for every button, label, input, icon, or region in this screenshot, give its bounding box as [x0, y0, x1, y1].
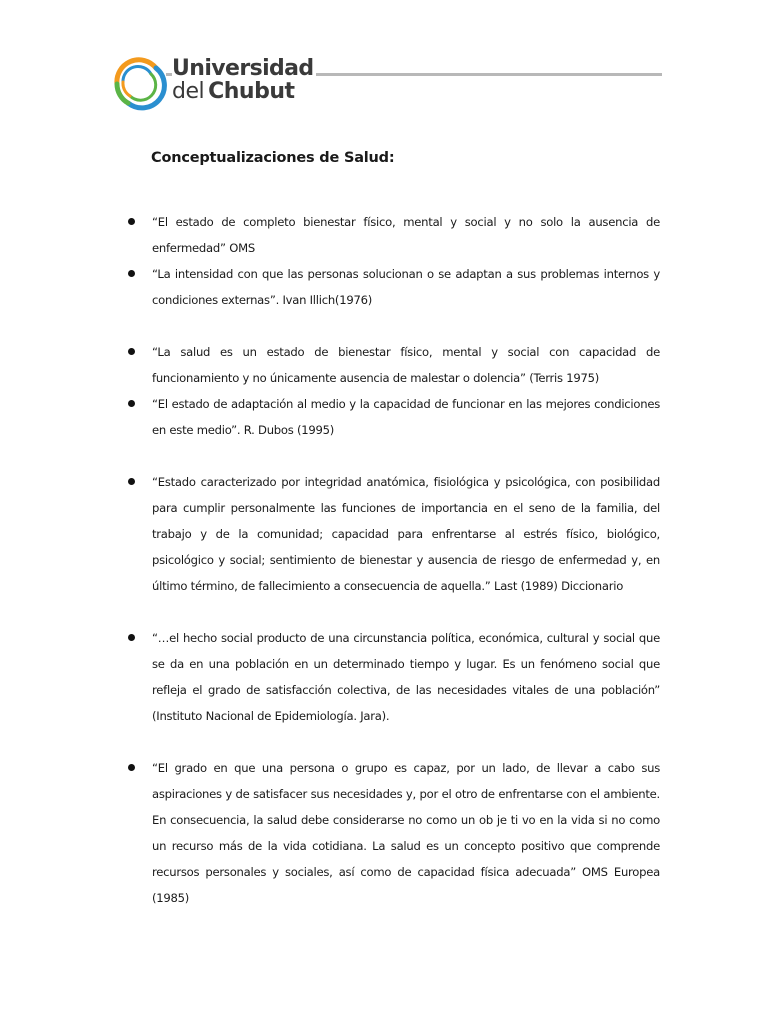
- quote-text: “La salud es un estado de bienestar físico, mental y social con capacidad de funcionamiento y no únicamente ausencia de malestar o dolencia” (Terris 1975): [152, 345, 660, 385]
- list-item: [0, 261, 768, 313]
- list-item: [0, 469, 768, 599]
- list-item: [0, 625, 768, 729]
- university-logo-icon: [108, 52, 170, 112]
- quote-text: “La intensidad con que las personas solucionan o se adaptan a sus problemas internos y condiciones externas”. Ivan Illich(1976): [152, 267, 660, 307]
- bullet-icon: [128, 400, 135, 407]
- list-item: [0, 339, 768, 391]
- quote-text: “Estado caracterizado por integridad anatómica, fisiológica y psicológica, con posibilidad para cumplir personalmente las funciones de importancia en el seno de la familia, del trabajo y de la comunidad; capacidad para enfrentarse al estrés físico, biológico, psicológico y social; sentimiento de bienestar y ausencia de riesgo de enfermedad y, en último término, de fallecimiento a consecuencia de aquella.” Last (1989) Diccionario: [152, 475, 660, 593]
- list-item: [0, 391, 768, 443]
- quote-text: “El grado en que una persona o grupo es capaz, por un lado, de llevar a cabo sus aspiraciones y de satisfacer sus necesidades y, por el otro de enfrentarse con el ambiente. En consecuencia, la salud debe considerarse no como un ob je ti vo en la vida si no como un recurso más de la vida cotidiana. La salud es un concepto positivo que comprende recursos personales y sociales, así como de capacidad física adecuada” OMS Europea (1985): [152, 761, 660, 905]
- bullet-icon: [128, 478, 135, 485]
- list-item: [0, 209, 768, 261]
- list-item: [0, 755, 768, 911]
- bullet-icon: [128, 270, 135, 277]
- bullet-icon: [128, 634, 135, 641]
- logo-line-1: Universidad: [172, 56, 314, 81]
- document-header: [108, 50, 668, 114]
- logo-word-del: del: [172, 79, 205, 104]
- university-logo-wordmark: [172, 58, 316, 103]
- bullet-icon: [128, 764, 135, 771]
- health-definitions-list: [0, 209, 768, 911]
- quote-text: “…el hecho social producto de una circunstancia política, económica, cultural y social que se da en una población en un determinado tiempo y lugar. Es un fenómeno social que refleja el grado de satisfacción colectiva, de las necesidades vitales de una población” (Instituto Nacional de Epidemiología. Jara).: [152, 631, 660, 723]
- quote-text: “El estado de adaptación al medio y la capacidad de funcionar en las mejores condiciones en este medio”. R. Dubos (1995): [152, 397, 660, 437]
- logo-line-2: [172, 81, 316, 103]
- quote-text: “El estado de completo bienestar físico, mental y social y no solo la ausencia de enfermedad” OMS: [152, 215, 660, 255]
- bullet-icon: [128, 348, 135, 355]
- document-title: Conceptualizaciones de Salud:: [151, 150, 395, 166]
- bullet-icon: [128, 218, 135, 225]
- logo-word-chubut: Chubut: [208, 79, 295, 104]
